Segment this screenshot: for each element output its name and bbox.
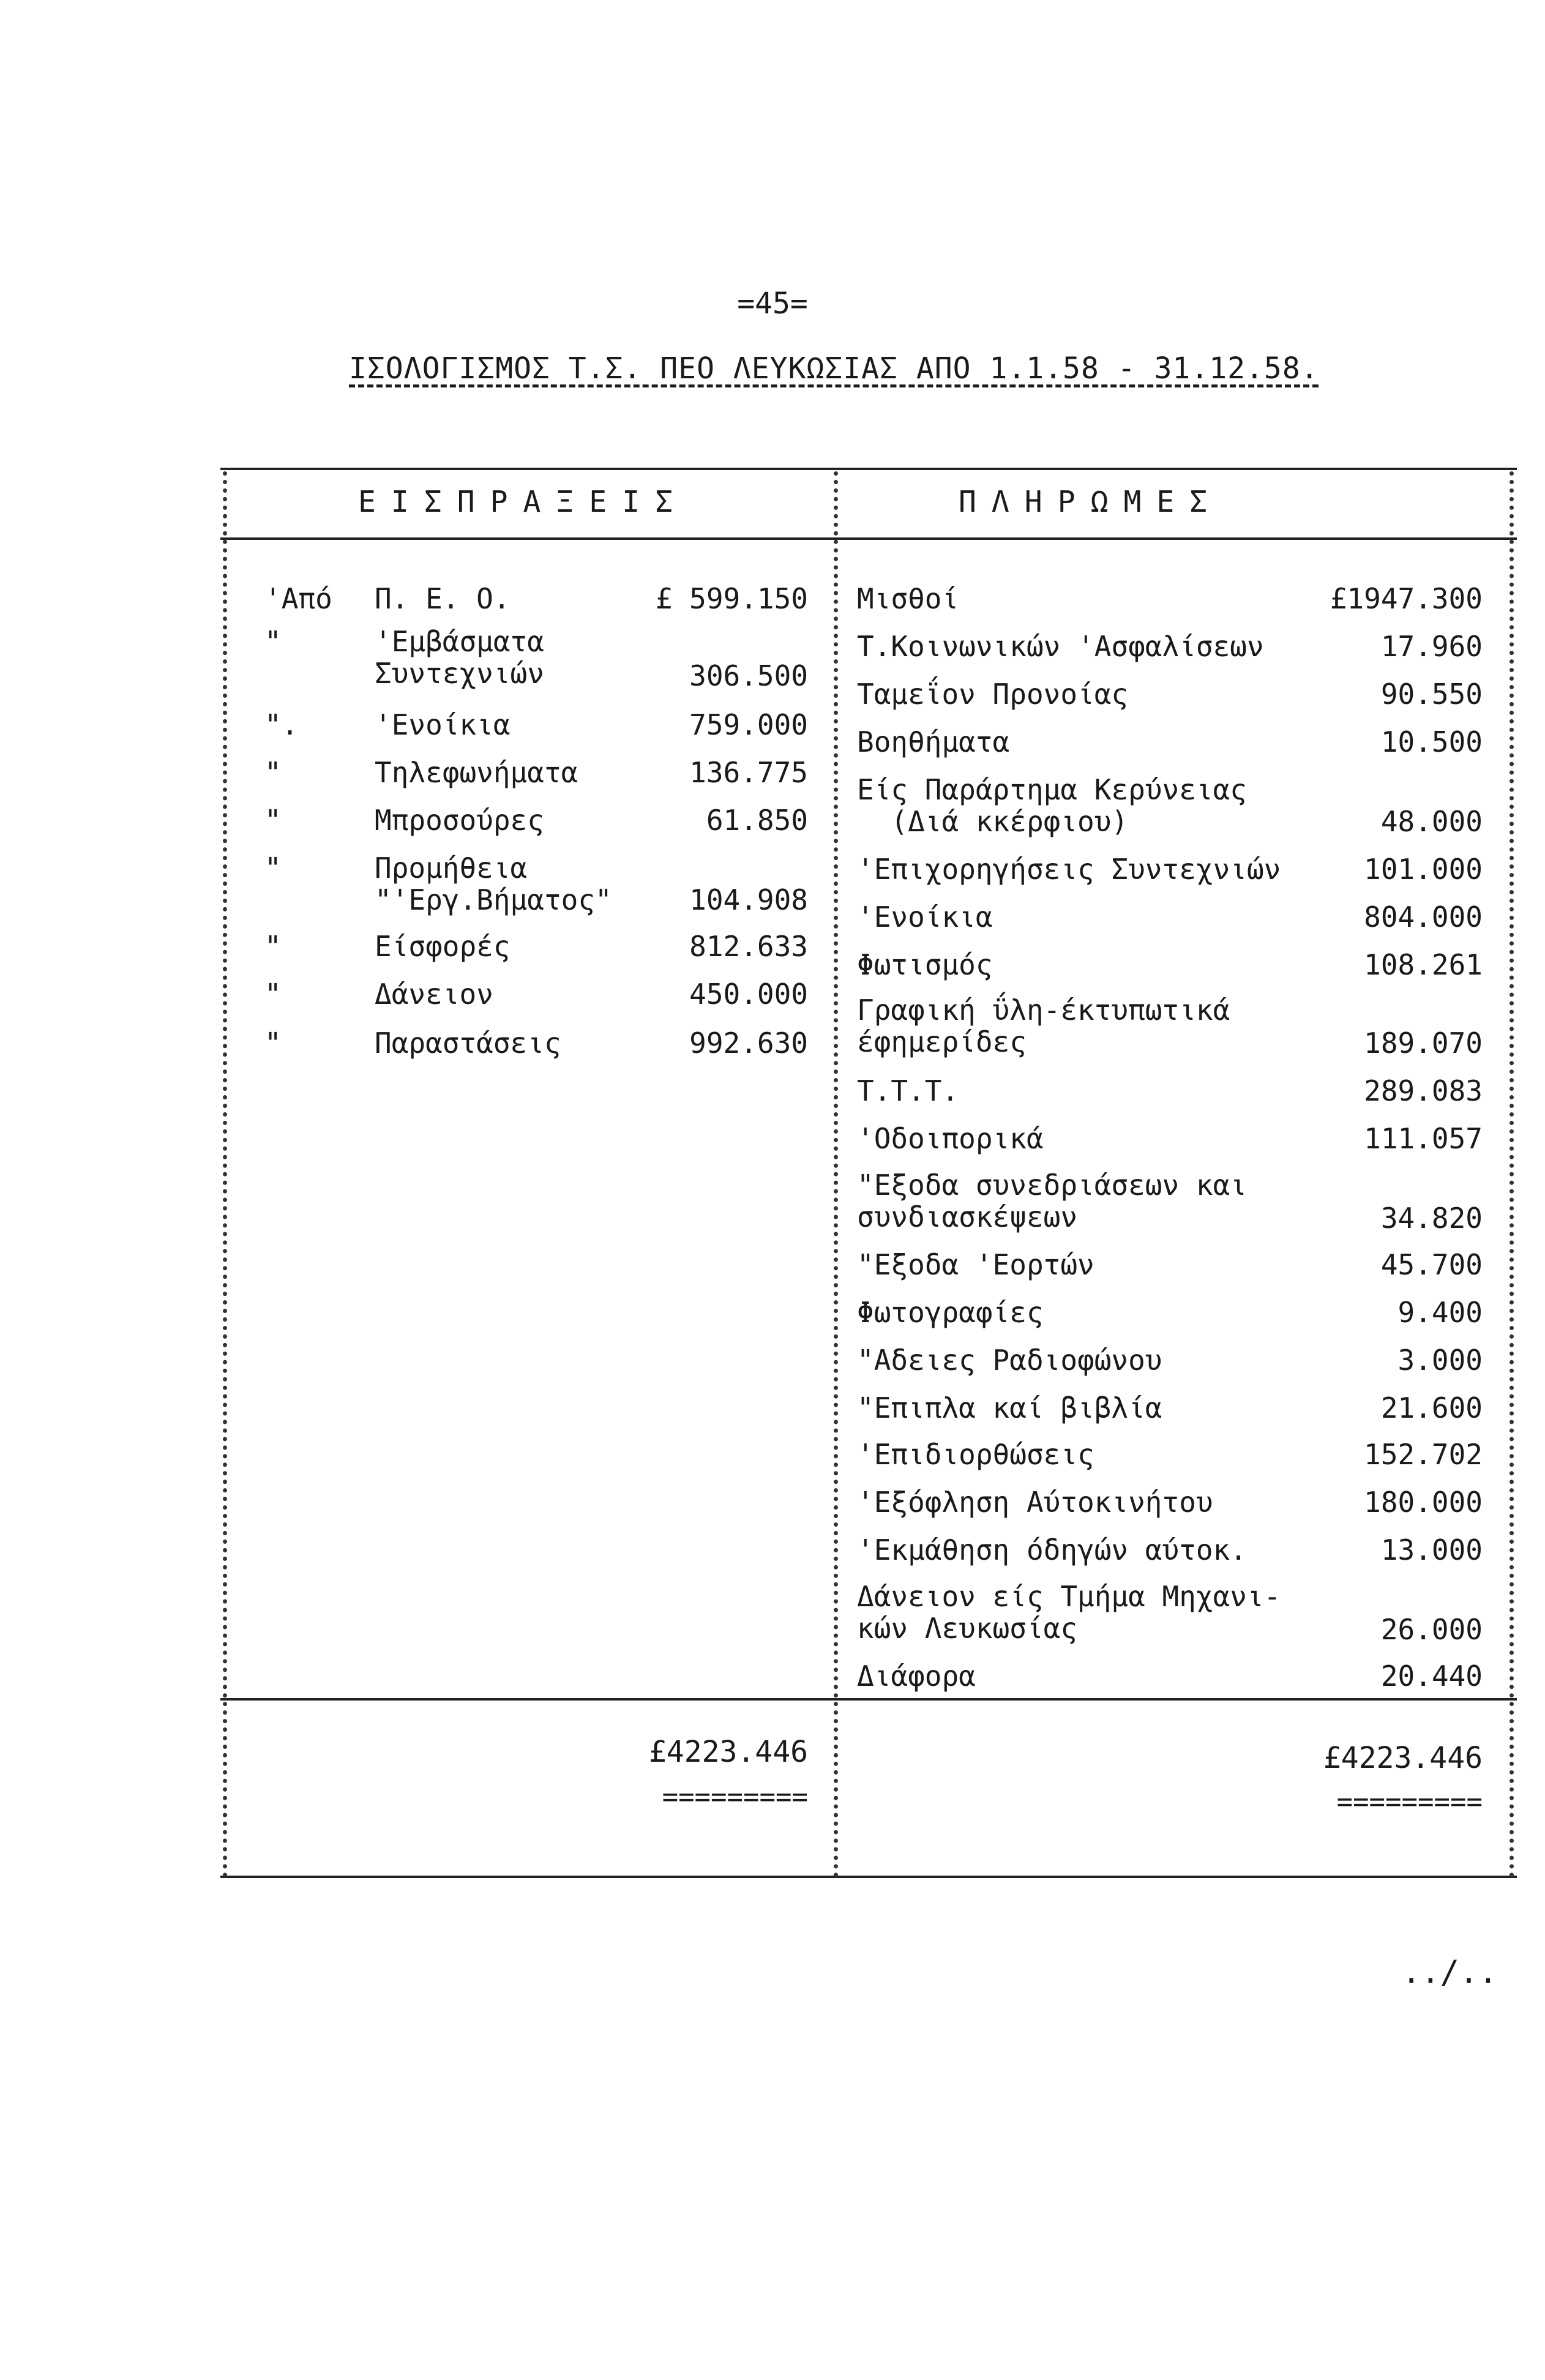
receipt-amount: 61.850 — [706, 804, 808, 837]
payment-label: Τ.Κοινωνικών 'Ασφαλίσεων — [857, 630, 1264, 663]
payment-label: 'Εκμάθηση όδηγών αύτοκ. — [857, 1533, 1247, 1566]
receipts-total: £4223.446 — [648, 1735, 808, 1769]
document-title: ΙΣΟΛΟΓΙΣΜΟΣ Τ.Σ. ΠΕΟ ΛΕΥΚΩΣΙΑΣ ΑΠΟ 1.1.58 - 31.12.58. — [349, 351, 1319, 386]
payment-amount: 152.702 — [1364, 1438, 1483, 1471]
right-dotted-border — [1509, 471, 1514, 1878]
payment-label: "Εξοδα συνεδριάσεων και συνδιασκέψεων — [857, 1169, 1247, 1233]
payment-amount: 34.820 — [1380, 1202, 1483, 1235]
payment-amount: 289.083 — [1364, 1074, 1483, 1107]
receipt-prefix: " — [264, 804, 282, 837]
payment-amount: 90.550 — [1380, 678, 1483, 711]
receipt-amount: 450.000 — [689, 978, 808, 1011]
payment-amount: 26.000 — [1380, 1613, 1483, 1646]
payment-label: "Επιπλα καί βιβλία — [857, 1391, 1162, 1424]
payment-amount: 45.700 — [1380, 1248, 1483, 1281]
receipt-label: Μπροσούρες — [375, 804, 544, 837]
receipt-prefix: " — [264, 978, 282, 1011]
payment-label: Ταμεΐον Προνοίας — [857, 678, 1129, 711]
payment-label: Μισθοί — [857, 582, 959, 615]
payment-amount: 48.000 — [1380, 805, 1483, 838]
receipt-prefix: " — [264, 625, 282, 658]
payment-amount: 108.261 — [1364, 948, 1483, 981]
receipt-prefix: " — [264, 1027, 282, 1060]
payment-label: 'Εξόφληση Αύτοκινήτου — [857, 1486, 1213, 1519]
receipt-prefix: " — [264, 930, 282, 963]
receipt-amount — [600, 583, 808, 615]
payment-amount: 804.000 — [1364, 900, 1483, 934]
receipt-prefix: " — [264, 851, 282, 885]
payment-label: Διάφορα — [857, 1660, 976, 1693]
payment-label: 'Επιχορηγήσεις Συντεχνιών — [857, 853, 1281, 886]
header-bottom-rule — [220, 537, 1517, 540]
payment-amount: 21.600 — [1380, 1391, 1483, 1424]
receipt-label: Παραστάσεις — [375, 1027, 561, 1060]
payment-label: Φωτισμός — [857, 948, 993, 981]
receipt-amount: 306.500 — [689, 659, 808, 692]
receipt-amount: 136.775 — [689, 756, 808, 789]
payment-amount: 111.057 — [1364, 1122, 1483, 1155]
payment-amount: 101.000 — [1364, 853, 1483, 886]
receipt-amount: 104.908 — [689, 883, 808, 916]
payment-label: 'Ενοίκια — [857, 900, 993, 934]
payment-label: 'Οδοιπορικά — [857, 1122, 1044, 1155]
receipt-label: 'Ενοίκια — [375, 708, 511, 741]
receipt-prefix: " — [264, 756, 282, 789]
receipt-prefix: 'Από — [264, 582, 332, 615]
payment-amount: 20.440 — [1380, 1660, 1483, 1693]
continued-mark: ../.. — [1402, 1954, 1498, 1991]
payment-label: "Εξοδα 'Εορτών — [857, 1248, 1094, 1281]
payment-label: Δάνειον είς Τμήμα Μηχανι- κών Λευκωσίας — [857, 1580, 1281, 1645]
receipts-total-double-line: ========= — [662, 1781, 808, 1813]
payment-amount: 13.000 — [1380, 1533, 1483, 1566]
payment-label: Βοηθήματα — [857, 725, 1010, 758]
receipt-label: Είσφορές — [375, 930, 511, 963]
payment-amount: 9.400 — [1397, 1296, 1483, 1329]
payment-amount: 3.000 — [1397, 1344, 1483, 1377]
receipt-label: 'Εμβάσματα Συντεχνιών — [375, 625, 544, 690]
receipt-label: Π. Ε. Ο. — [375, 582, 511, 615]
currency-sign: £ — [655, 582, 673, 615]
page-number: =45= — [737, 286, 808, 321]
receipt-amount: 992.630 — [689, 1027, 808, 1060]
payment-amount: 10.500 — [1380, 725, 1483, 758]
receipt-label: Προμήθεια "'Εργ.Βήματος" — [375, 851, 612, 916]
totals-top-rule — [220, 1698, 1517, 1701]
receipt-amount-value: 599.150 — [689, 582, 808, 615]
receipt-prefix: ". — [264, 708, 299, 741]
table-bottom-rule — [220, 1876, 1517, 1878]
payments-total-double-line: ========= — [1336, 1786, 1483, 1817]
receipt-label: Δάνειον — [375, 978, 493, 1011]
payment-label: "Αδειες Ραδιοφώνου — [857, 1344, 1162, 1377]
payment-amount: 189.070 — [1364, 1027, 1483, 1060]
payments-header: ΠΛΗΡΩΜΕΣ — [959, 485, 1223, 519]
receipt-label: Τηλεφωνήματα — [375, 756, 578, 789]
payment-label: Τ.Τ.Τ. — [857, 1074, 959, 1107]
payment-label: Φωτογραφίες — [857, 1296, 1044, 1329]
payment-amount: 17.960 — [1380, 630, 1483, 663]
middle-dotted-divider — [834, 471, 838, 1878]
payment-label: Είς Παράρτημα Κερύνειας (Διά κκέρφιου) — [857, 773, 1247, 838]
receipt-amount: 812.633 — [689, 930, 808, 963]
receipt-amount: 759.000 — [689, 708, 808, 741]
payments-total: £4223.446 — [1323, 1741, 1483, 1775]
payment-label: Γραφική ΰλη-έκτυπωτικά έφημερίδες — [857, 994, 1230, 1058]
payment-label: 'Επιδιορθώσεις — [857, 1438, 1094, 1471]
payment-amount: £1947.300 — [1330, 582, 1483, 615]
left-dotted-border — [223, 471, 227, 1878]
payment-amount: 180.000 — [1364, 1486, 1483, 1519]
table-top-rule — [220, 468, 1517, 470]
receipts-header: ΕΙΣΠΡΑΞΕΙΣ — [358, 485, 688, 519]
